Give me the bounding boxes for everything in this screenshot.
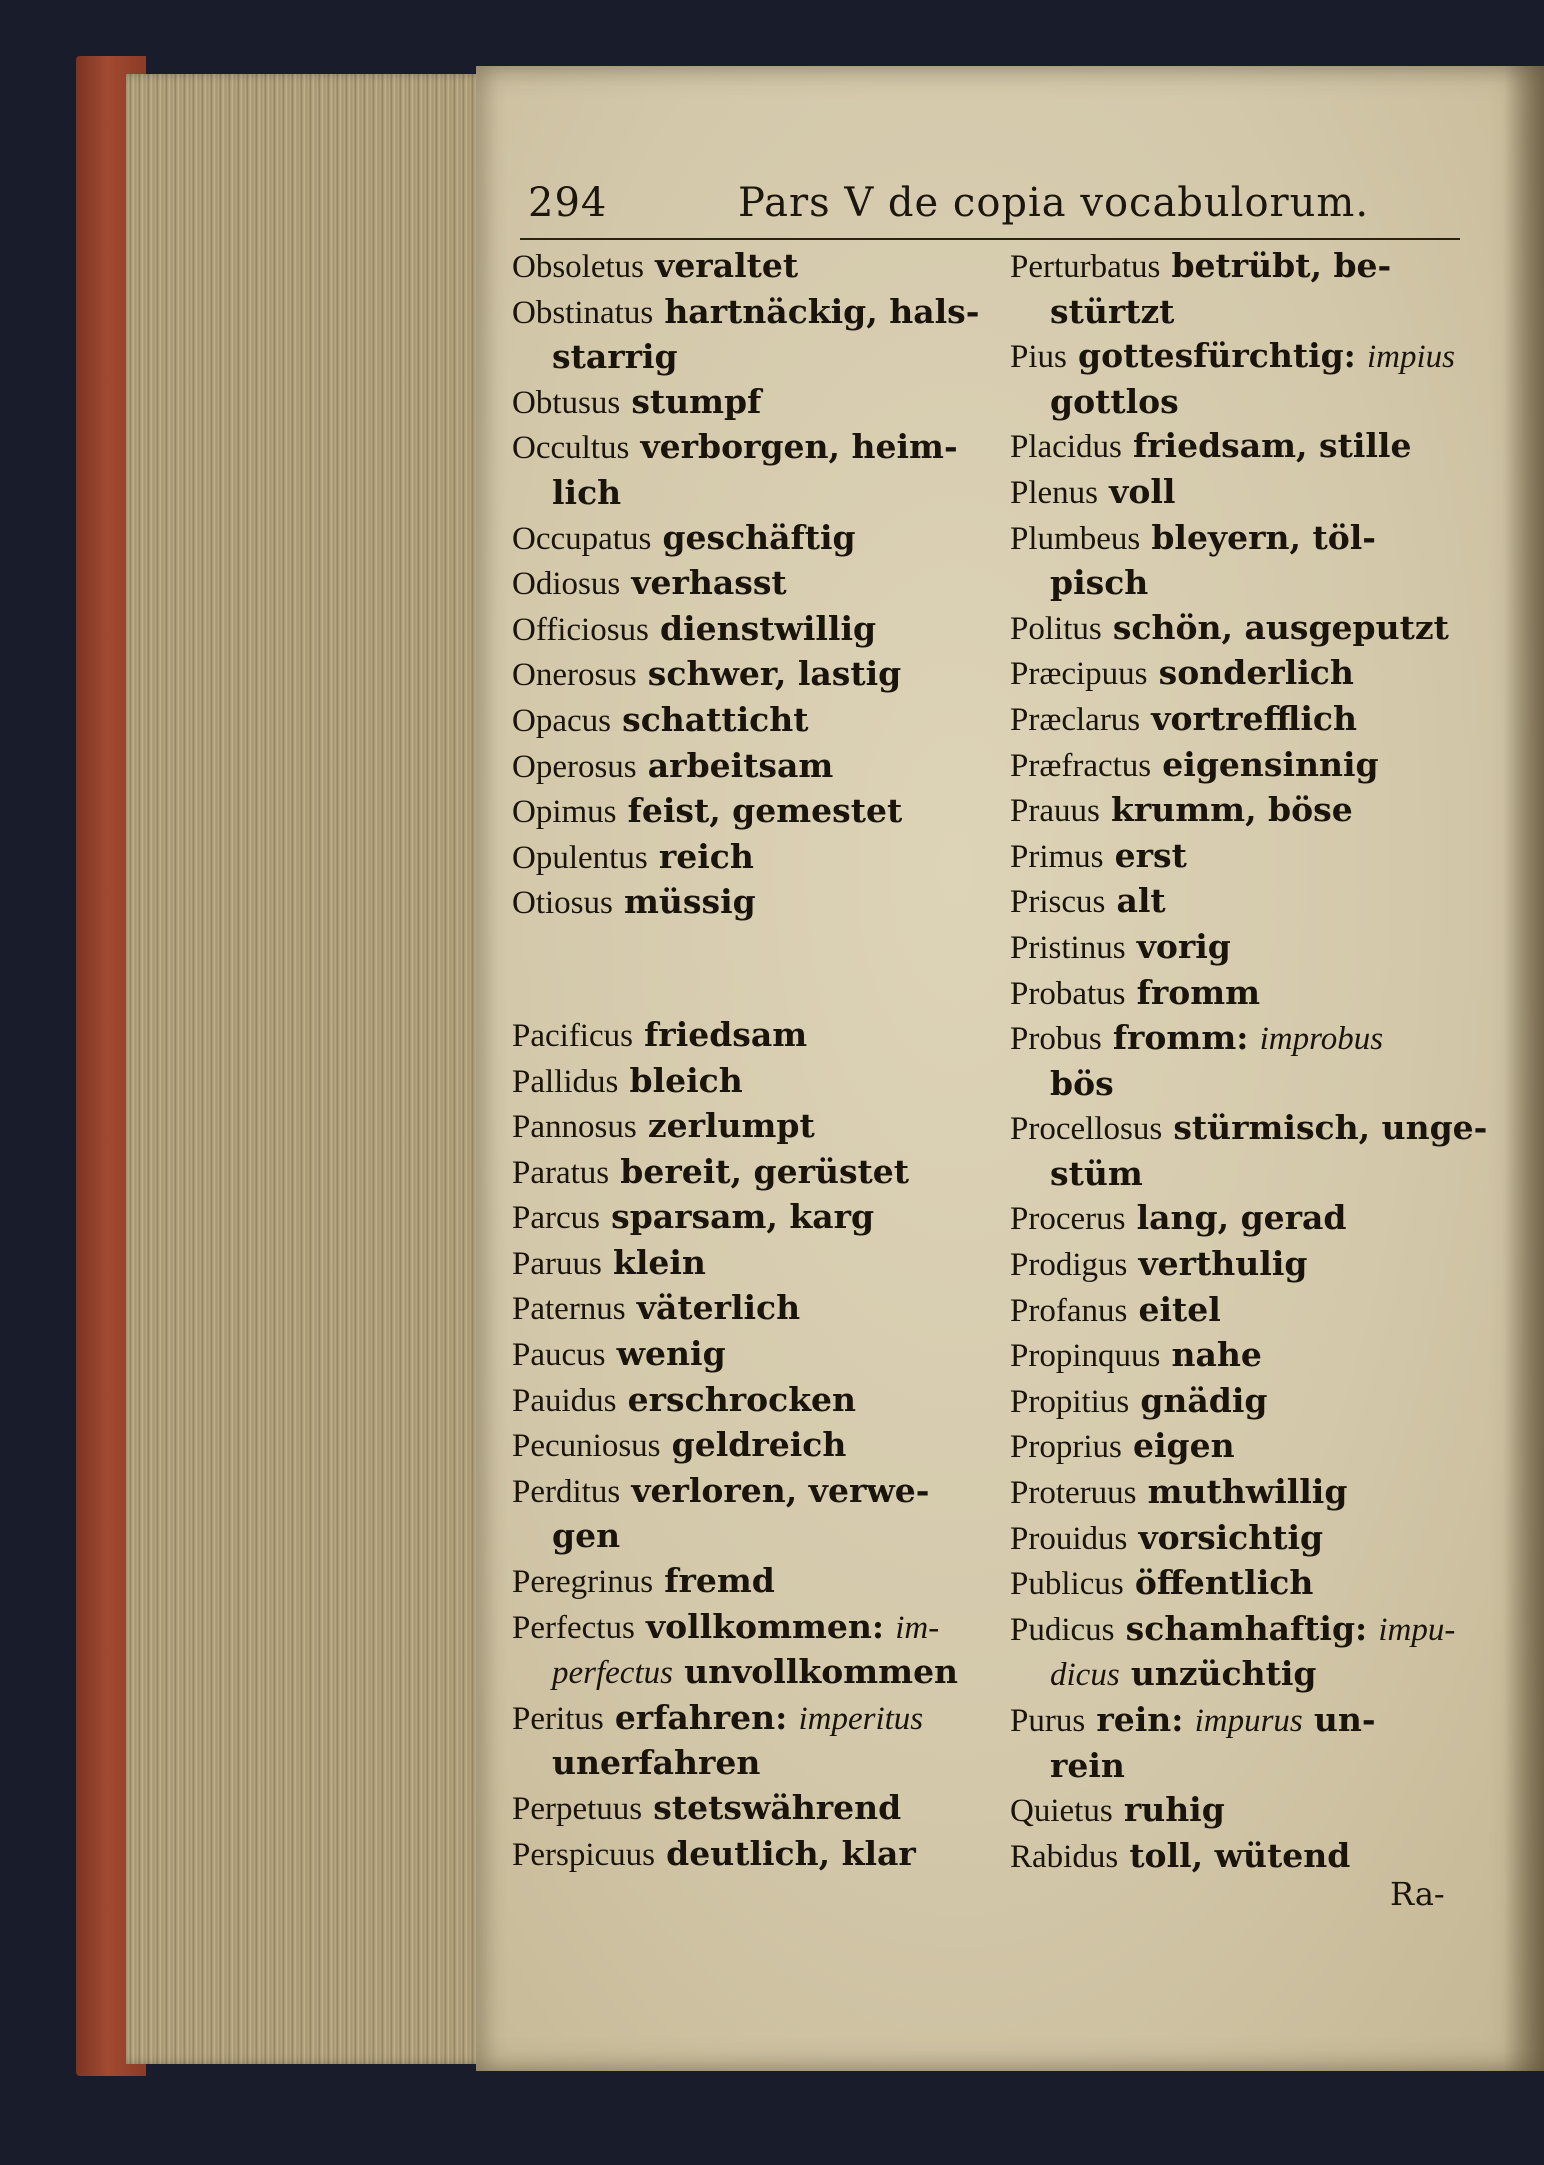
latin-antonym: im- — [895, 1609, 940, 1646]
page-header — [528, 180, 1418, 240]
latin-word: Pacificus — [512, 1017, 633, 1054]
german-translation: verthulig — [1138, 1244, 1308, 1284]
latin-word: Perfectus — [512, 1609, 635, 1646]
latin-word: Paternus — [512, 1291, 626, 1328]
german-translation: verloren, verwe- — [631, 1470, 930, 1510]
german-translation: sparsam, karg — [611, 1197, 875, 1237]
dictionary-entry — [512, 516, 982, 562]
dictionary-entry — [1010, 1561, 1455, 1607]
german-translation: fromm — [1136, 972, 1261, 1012]
latin-word: Prodigus — [1010, 1247, 1128, 1284]
dictionary-entry — [512, 744, 982, 790]
german-translation: stüm — [1050, 1153, 1143, 1193]
german-translation: gottlos — [1050, 381, 1179, 421]
german-translation: schön, ausgeputzt — [1112, 607, 1449, 647]
german-translation: müssig — [624, 882, 756, 922]
dictionary-entry — [512, 1605, 982, 1651]
latin-word: Publicus — [1010, 1566, 1124, 1603]
german-translation: wenig — [616, 1334, 726, 1374]
german-translation: stetswährend — [653, 1788, 902, 1827]
latin-word: Procerus — [1010, 1201, 1126, 1238]
latin-word: Pudicus — [1010, 1611, 1115, 1648]
running-title: Pars V de copia vocabulorum. — [738, 180, 1370, 226]
entry-continuation — [1010, 1652, 1455, 1698]
dictionary-entry — [1010, 1016, 1455, 1062]
dictionary-entry — [512, 1332, 982, 1378]
dictionary-entry — [1010, 1288, 1455, 1334]
dictionary-entry — [512, 1286, 982, 1332]
dictionary-entry — [1010, 1106, 1488, 1152]
german-translation: lich — [552, 472, 622, 512]
latin-word: Paruus — [512, 1245, 602, 1282]
dictionary-entry — [512, 1013, 982, 1059]
german-translation: veraltet — [655, 246, 799, 285]
dictionary-entry — [1010, 244, 1455, 290]
dictionary-entry — [512, 1059, 982, 1105]
german-translation: pisch — [1050, 563, 1149, 603]
latin-word: Rabidus — [1010, 1838, 1119, 1875]
german-translation: dienstwillig — [660, 608, 877, 648]
entry-continuation — [512, 1514, 982, 1559]
german-translation: rein — [1050, 1745, 1125, 1785]
german-translation: stumpf — [631, 381, 762, 421]
dictionary-entry — [512, 380, 982, 426]
dictionary-entry — [1010, 1242, 1455, 1288]
section-gap — [512, 926, 982, 1013]
dictionary-entry — [1010, 651, 1455, 697]
latin-word: Placidus — [1010, 429, 1122, 466]
latin-antonym: dicus — [1050, 1657, 1120, 1694]
german-translation: rein: — [1096, 1700, 1184, 1739]
latin-word: Opacus — [512, 702, 611, 739]
entry-continuation — [1010, 1744, 1455, 1789]
latin-word: Plenus — [1010, 474, 1099, 511]
latin-word: Quietus — [1010, 1793, 1113, 1830]
german-translation: voll — [1109, 471, 1176, 511]
latin-word: Proteruus — [1010, 1475, 1137, 1512]
latin-word: Paratus — [512, 1154, 610, 1191]
dictionary-entry — [1010, 1607, 1455, 1653]
latin-word: Obstinatus — [512, 294, 654, 331]
dictionary-entry — [512, 1104, 982, 1150]
latin-word: Otiosus — [512, 885, 613, 922]
entry-continuation — [512, 1650, 982, 1696]
latin-word: Perditus — [512, 1473, 621, 1510]
german-translation: friedsam — [644, 1014, 808, 1054]
latin-word: Proprius — [1010, 1429, 1122, 1466]
german-translation: geldreich — [671, 1425, 847, 1465]
latin-word: Obsoletus — [512, 249, 644, 285]
german-translation: erfahren: — [614, 1697, 788, 1737]
latin-word: Parcus — [512, 1200, 600, 1237]
latin-word: Prouidus — [1010, 1520, 1128, 1557]
dictionary-entry — [1010, 879, 1455, 925]
dictionary-entry — [1010, 743, 1455, 789]
latin-word: Odiosus — [512, 566, 621, 603]
german-translation: krumm, böse — [1110, 790, 1353, 830]
german-translation: unzüchtig — [1130, 1654, 1317, 1694]
german-translation: erschrocken — [627, 1379, 857, 1419]
latin-word: Occupatus — [512, 520, 652, 557]
dictionary-entry — [512, 607, 982, 653]
german-translation: ruhig — [1123, 1790, 1225, 1830]
latin-word: Pallidus — [512, 1063, 619, 1100]
german-translation: verborgen, heim- — [640, 427, 958, 467]
german-translation: erst — [1114, 835, 1187, 875]
dictionary-entry — [1010, 1788, 1455, 1834]
dictionary-entry — [1010, 606, 1455, 652]
german-translation: reich — [658, 836, 754, 876]
dictionary-entry — [1010, 1196, 1455, 1242]
dictionary-entry — [1010, 1516, 1455, 1562]
entry-continuation — [512, 471, 982, 516]
german-translation: verhasst — [631, 563, 787, 603]
latin-word: Pristinus — [1010, 929, 1126, 966]
dictionary-entry — [1010, 334, 1455, 380]
dictionary-entry — [512, 561, 982, 607]
latin-word: Obtusus — [512, 384, 621, 421]
german-translation: feist, gemestet — [627, 791, 903, 831]
dictionary-entry — [512, 1195, 982, 1241]
dictionary-entry — [1010, 697, 1455, 743]
german-translation: gottesfürchtig: — [1078, 336, 1356, 376]
latin-word: Primus — [1010, 838, 1104, 875]
dictionary-entry — [512, 880, 982, 926]
latin-word: Præfractus — [1010, 747, 1152, 784]
latin-word: Pecuniosus — [512, 1428, 661, 1465]
dictionary-entry — [512, 789, 982, 835]
german-translation: fromm: — [1112, 1018, 1249, 1058]
german-translation: vorig — [1136, 926, 1231, 966]
dictionary-entry — [1010, 470, 1455, 516]
dictionary-entry — [512, 290, 982, 336]
german-translation: vortrefflich — [1151, 698, 1357, 738]
german-translation: schamhaftig: — [1125, 1608, 1368, 1648]
german-translation: un- — [1313, 1700, 1376, 1739]
latin-word: Occultus — [512, 430, 630, 467]
dictionary-entry — [1010, 1379, 1455, 1425]
german-translation: unerfahren — [552, 1743, 761, 1783]
german-translation: eitel — [1138, 1289, 1221, 1329]
dictionary-entry — [1010, 1424, 1455, 1470]
german-translation: deutlich, klar — [666, 1833, 916, 1873]
latin-word: Profanus — [1010, 1292, 1128, 1329]
catchword: Ra- — [1390, 1875, 1445, 1913]
dictionary-entry — [1010, 788, 1455, 834]
latin-word: Priscus — [1010, 884, 1106, 921]
latin-word: Peritus — [512, 1700, 604, 1737]
dictionary-entry — [512, 835, 982, 881]
right-column — [1010, 244, 1488, 1879]
german-translation: alt — [1116, 881, 1166, 921]
german-translation: unvollkommen — [684, 1652, 959, 1692]
german-translation: fremd — [664, 1561, 775, 1601]
page-block-edges — [126, 74, 486, 2064]
latin-word: Procellosus — [1010, 1111, 1163, 1148]
dictionary-entry — [1010, 925, 1455, 971]
latin-antonym: impu- — [1378, 1611, 1456, 1648]
german-translation: stürmisch, unge- — [1173, 1108, 1488, 1148]
latin-word: Perspicuus — [512, 1836, 655, 1873]
latin-word: Onerosus — [512, 657, 637, 694]
german-translation: nahe — [1171, 1335, 1262, 1375]
latin-antonym: perfectus — [552, 1655, 673, 1692]
dictionary-entry — [512, 698, 982, 744]
german-translation: gnädig — [1140, 1380, 1268, 1420]
latin-word: Pannosus — [512, 1109, 637, 1146]
german-translation: eigen — [1132, 1426, 1235, 1466]
latin-word: Opulentus — [512, 839, 648, 876]
latin-word: Pius — [1010, 339, 1067, 376]
german-translation: geschäftig — [662, 517, 856, 557]
dictionary-entry — [512, 1378, 982, 1424]
latin-word: Probus — [1010, 1021, 1102, 1058]
german-translation: lang, gerad — [1136, 1198, 1347, 1238]
header-rule — [520, 238, 1460, 240]
latin-word: Propinquus — [1010, 1338, 1161, 1375]
german-translation: schwer, lastig — [647, 654, 902, 694]
german-translation: sonderlich — [1158, 653, 1354, 693]
latin-word: Purus — [1010, 1703, 1086, 1739]
latin-word: Plumbeus — [1010, 520, 1141, 557]
german-translation: arbeitsam — [647, 745, 834, 785]
dictionary-entry — [512, 425, 982, 471]
german-translation: stürtzt — [1050, 291, 1175, 331]
latin-antonym: impurus — [1194, 1703, 1303, 1739]
dictionary-entry — [512, 1150, 982, 1196]
german-translation: väterlich — [636, 1288, 801, 1328]
latin-word: Prauus — [1010, 793, 1100, 830]
german-translation: bleyern, töl- — [1151, 517, 1376, 557]
dictionary-entry — [512, 1241, 982, 1287]
dictionary-entry — [1010, 1470, 1455, 1516]
gutter-shade — [1504, 66, 1544, 2071]
latin-word: Pauidus — [512, 1382, 617, 1419]
dictionary-entry — [512, 1559, 982, 1605]
entry-continuation — [1010, 290, 1455, 335]
german-translation: bös — [1050, 1063, 1114, 1103]
entry-continuation — [1010, 380, 1455, 425]
dictionary-entry — [512, 244, 982, 290]
latin-word: Propitius — [1010, 1383, 1130, 1420]
dictionary-entry — [1010, 1333, 1455, 1379]
german-translation: öffentlich — [1134, 1563, 1314, 1603]
german-translation: vorsichtig — [1138, 1517, 1324, 1557]
entry-continuation — [1010, 1062, 1455, 1107]
german-translation: friedsam, stille — [1132, 426, 1412, 466]
latin-word: Perturbatus — [1010, 249, 1161, 285]
dictionary-entry — [512, 1469, 982, 1515]
entry-continuation — [512, 1741, 982, 1786]
latin-word: Perpetuus — [512, 1791, 643, 1827]
latin-antonym: impius — [1367, 339, 1456, 376]
german-translation: gen — [552, 1516, 621, 1556]
german-translation: vollkommen: — [645, 1606, 885, 1646]
latin-word: Peregrinus — [512, 1564, 654, 1601]
latin-antonym: improbus — [1259, 1021, 1384, 1058]
german-translation: hartnäckig, hals- — [664, 291, 980, 331]
latin-word: Præcipuus — [1010, 656, 1148, 693]
dictionary-entry — [512, 652, 982, 698]
german-translation: toll, wütend — [1129, 1835, 1351, 1875]
dictionary-entry — [512, 1423, 982, 1469]
german-translation: zerlumpt — [647, 1106, 815, 1146]
german-translation: klein — [612, 1242, 706, 1282]
latin-word: Opimus — [512, 794, 617, 831]
german-translation: eigensinnig — [1162, 744, 1379, 784]
latin-word: Operosus — [512, 748, 637, 785]
latin-word: Probatus — [1010, 975, 1126, 1012]
latin-word: Paucus — [512, 1337, 606, 1374]
dictionary-entry — [512, 1832, 982, 1878]
dictionary-entry — [1010, 1834, 1455, 1880]
german-translation: starrig — [552, 337, 678, 377]
entry-continuation — [1010, 1152, 1455, 1197]
entry-continuation — [512, 335, 982, 380]
latin-antonym: imperitus — [798, 1700, 924, 1737]
page-number: 294 — [528, 180, 608, 226]
dictionary-entry — [1010, 971, 1455, 1017]
latin-word: Præclarus — [1010, 701, 1141, 738]
german-translation: betrübt, be- — [1171, 246, 1392, 285]
german-translation: muthwillig — [1147, 1472, 1348, 1512]
dictionary-entry — [512, 1786, 982, 1832]
german-translation: bleich — [629, 1060, 743, 1100]
entry-continuation — [1010, 561, 1455, 606]
latin-word: Officiosus — [512, 611, 649, 648]
dictionary-entry — [512, 1696, 982, 1742]
latin-word: Politus — [1010, 610, 1102, 647]
left-column — [512, 244, 982, 1877]
dictionary-entry — [1010, 834, 1455, 880]
dictionary-entry — [1010, 516, 1455, 562]
dictionary-entry — [1010, 424, 1455, 470]
german-translation: schatticht — [622, 699, 809, 739]
german-translation: bereit, gerüstet — [620, 1151, 910, 1191]
dictionary-entry — [1010, 1698, 1455, 1744]
